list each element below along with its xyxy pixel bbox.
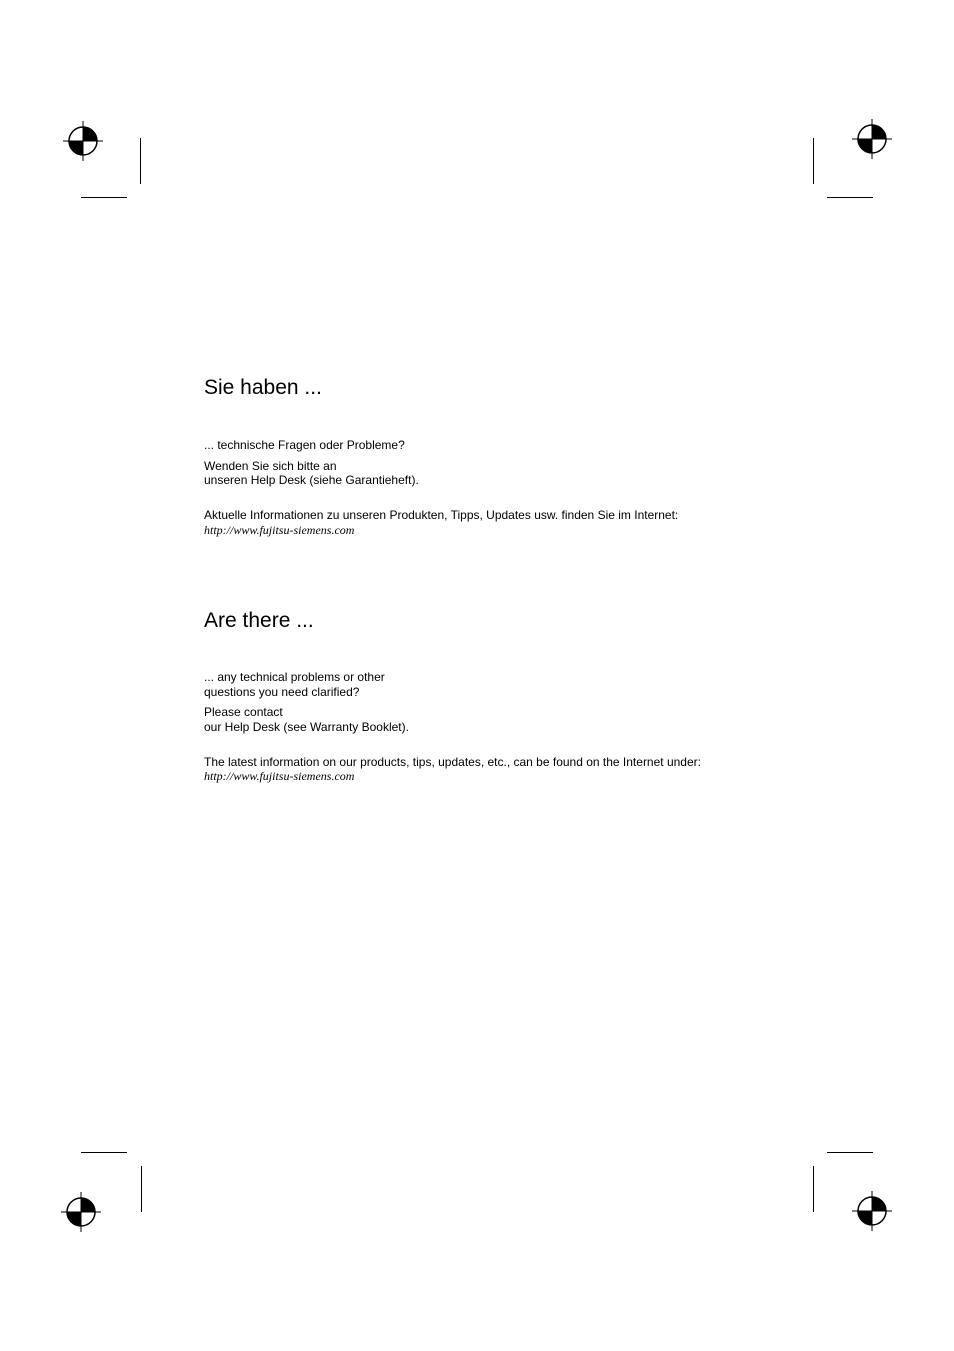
section-german (204, 375, 804, 537)
website-link[interactable]: http://www.fujitsu-siemens.com (204, 522, 355, 537)
section-english (204, 608, 804, 783)
section-heading: Are there ... (204, 609, 314, 632)
paragraph: ... technische Fragen oder Probleme? (204, 438, 405, 452)
paragraph (204, 494, 804, 552)
registration-mark-icon (852, 119, 892, 159)
paragraph-text: The latest information on our products, tips, updates, etc., can be found on the Internet under: (204, 754, 701, 769)
registration-mark-icon (63, 121, 103, 161)
paragraph: Wenden Sie sich bitte an unseren Help Desk (siehe Garantieheft). (204, 458, 419, 487)
crop-line (141, 1166, 142, 1212)
crop-line (140, 138, 141, 184)
section-body (204, 670, 804, 798)
crop-line (827, 1152, 873, 1153)
registration-mark-icon (852, 1191, 892, 1231)
paragraph (204, 740, 804, 798)
crop-line (81, 197, 127, 198)
crop-line (813, 138, 814, 184)
paragraph: ... any technical problems or other questions you need clarified? (204, 670, 385, 699)
crop-line (827, 197, 873, 198)
section-heading: Sie haben ... (204, 376, 322, 399)
crop-line (81, 1152, 127, 1153)
crop-line (813, 1166, 814, 1212)
registration-mark-icon (61, 1192, 101, 1232)
paragraph-text: Aktuelle Informationen zu unseren Produkten, Tipps, Updates usw. finden Sie im Internet: (204, 508, 679, 522)
section-body (204, 438, 804, 551)
website-link[interactable]: http://www.fujitsu-siemens.com (204, 769, 355, 783)
paragraph: Please contact our Help Desk (see Warranty Booklet). (204, 705, 409, 734)
